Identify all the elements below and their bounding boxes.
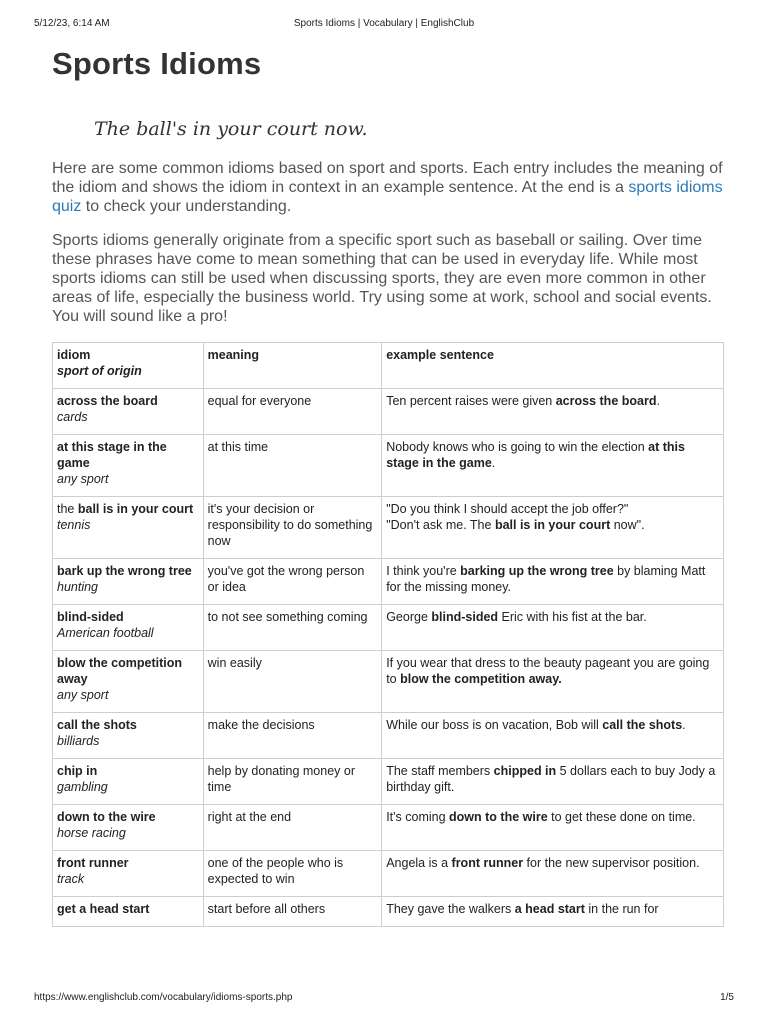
idiom-name: [57, 763, 199, 779]
meaning-cell: to not see something coming: [203, 605, 382, 651]
example-idiom-highlight: chipped in: [493, 764, 557, 778]
example-text: Ten percent raises were given: [386, 394, 556, 408]
table-row: [53, 435, 724, 497]
page-number: 1/5: [720, 992, 734, 1003]
meaning-cell: win easily: [203, 651, 382, 713]
sport-of-origin: horse racing: [57, 826, 126, 840]
idioms-table-body: [53, 389, 724, 927]
example-text: Angela is a: [386, 856, 452, 870]
example-cell: [382, 435, 724, 497]
header-meaning: meaning: [207, 348, 260, 362]
example-idiom-highlight: down to the wire: [449, 810, 548, 824]
example-text: "Do you think I should accept the job offer?": [386, 502, 629, 516]
intro-text-after: to check your understanding.: [81, 198, 292, 215]
table-row: [53, 389, 724, 435]
table-row: [53, 559, 724, 605]
idiom-text: chip in: [57, 764, 98, 778]
example-cell: [382, 897, 724, 927]
print-footer: [34, 992, 734, 1006]
example-idiom-highlight: at this stage in the game: [386, 440, 685, 470]
idiom-name: [57, 855, 199, 871]
header-idiom-cell: [53, 343, 204, 389]
example-text: I think you're: [386, 564, 461, 578]
idiom-cell: [53, 605, 204, 651]
idiom-text: down to the wire: [57, 810, 156, 824]
sports-idioms-quiz-link[interactable]: sports idioms quiz: [52, 179, 723, 215]
idiom-name: [57, 717, 199, 733]
example-text: They gave the walkers: [386, 902, 515, 916]
idiom-prefix: the: [57, 502, 78, 516]
sport-of-origin: track: [57, 872, 85, 886]
table-row: [53, 651, 724, 713]
idiom-cell: [53, 389, 204, 435]
idiom-text: at this stage in the game: [57, 440, 167, 470]
example-cell: [382, 389, 724, 435]
example-cell: [382, 497, 724, 559]
print-header: [34, 18, 734, 32]
idiom-cell: [53, 651, 204, 713]
idiom-text: ball is in your court: [77, 502, 194, 516]
header-meaning-cell: [203, 343, 382, 389]
print-page-title: Sports Idioms | Vocabulary | EnglishClub: [293, 18, 475, 29]
example-text: .: [656, 394, 660, 408]
example-text: "Don't ask me. The: [386, 518, 495, 532]
idiom-text: call the shots: [57, 718, 137, 732]
idiom-text: across the board: [57, 394, 158, 408]
idiom-name: [57, 809, 199, 825]
example-idiom-highlight: front runner: [451, 856, 524, 870]
example-idiom-highlight: blow the competition away.: [400, 672, 562, 686]
sport-of-origin: tennis: [57, 518, 91, 532]
example-text: Eric with his fist at the bar.: [498, 610, 647, 624]
meaning-cell: start before all others: [203, 897, 382, 927]
example-cell: [382, 805, 724, 851]
example-text: If you wear that dress to the beauty pageant you are going to: [386, 656, 710, 686]
idiom-name: [57, 501, 199, 517]
idiom-name: [57, 563, 199, 579]
sport-of-origin: cards: [57, 410, 88, 424]
header-origin: sport of origin: [57, 364, 142, 378]
idioms-table: [52, 342, 724, 927]
example-cell: [382, 559, 724, 605]
idiom-text: blow the competition away: [57, 656, 182, 686]
idiom-text: bark up the wrong tree: [57, 564, 192, 578]
idiom-name: [57, 609, 199, 625]
idiom-text: get a head start: [57, 902, 150, 916]
example-text: Nobody knows who is going to win the election: [386, 440, 649, 454]
page-title: Sports Idioms: [52, 46, 262, 81]
idiom-name: [57, 439, 199, 471]
example-text: now".: [610, 518, 645, 532]
example-text: The staff members: [386, 764, 494, 778]
meaning-cell: you've got the wrong person or idea: [203, 559, 382, 605]
idiom-cell: [53, 497, 204, 559]
intro-paragraph: [52, 159, 724, 216]
idiom-cell: [53, 559, 204, 605]
example-idiom-highlight: barking up the wrong tree: [460, 564, 614, 578]
table-row: [53, 497, 724, 559]
sport-of-origin: American football: [57, 626, 154, 640]
table-header-row: [53, 343, 724, 389]
table-row: [53, 713, 724, 759]
idiom-cell: [53, 805, 204, 851]
example-cell: [382, 851, 724, 897]
example-text: to get these done on time.: [547, 810, 696, 824]
example-text: for the new supervisor position.: [523, 856, 700, 870]
intro-text-before: Here are some common idioms based on sport and sports. Each entry includes the meaning of the idiom and shows the idiom in context in an example sentence. At the end is a: [52, 160, 723, 196]
example-cell: [382, 713, 724, 759]
example-text: While our boss is on vacation, Bob will: [386, 718, 603, 732]
meaning-cell: equal for everyone: [203, 389, 382, 435]
idiom-cell: [53, 759, 204, 805]
tagline: The ball's in your court now.: [94, 118, 368, 140]
meaning-cell: help by donating money or time: [203, 759, 382, 805]
example-idiom-highlight: a head start: [514, 902, 585, 916]
idiom-name: [57, 393, 199, 409]
meaning-cell: it's your decision or responsibility to do something now: [203, 497, 382, 559]
header-example-cell: [382, 343, 724, 389]
meaning-cell: right at the end: [203, 805, 382, 851]
example-cell: [382, 605, 724, 651]
idiom-cell: [53, 435, 204, 497]
origin-paragraph: Sports idioms generally originate from a specific sport such as baseball or sailing. Over time these phrases have come to mean something that can be used in everyday life. While most sports idioms can still be used when discussing sports, they are even more common in other areas of life, especially the business world. Try using some at work, school and social events. You will sound like a pro!: [52, 232, 712, 325]
table-row: [53, 851, 724, 897]
header-example: example sentence: [386, 348, 494, 362]
table-row: [53, 605, 724, 651]
table-row: [53, 759, 724, 805]
table-row: [53, 805, 724, 851]
table-row: [53, 897, 724, 927]
idiom-cell: [53, 897, 204, 927]
header-idiom: idiom: [57, 348, 91, 362]
example-text: 5 dollars each to buy Jody a birthday gift.: [386, 764, 716, 794]
example-idiom-highlight: call the shots: [602, 718, 683, 732]
meaning-cell: one of the people who is expected to win: [203, 851, 382, 897]
idiom-name: [57, 655, 199, 687]
meaning-cell: at this time: [203, 435, 382, 497]
idiom-text: front runner: [57, 856, 129, 870]
idiom-cell: [53, 713, 204, 759]
example-text: .: [682, 718, 686, 732]
print-date: 5/12/23, 6:14 AM: [34, 18, 110, 29]
sport-of-origin: any sport: [57, 688, 109, 702]
sport-of-origin: hunting: [57, 580, 99, 594]
idiom-text: blind-sided: [57, 610, 124, 624]
sport-of-origin: billiards: [57, 734, 100, 748]
meaning-cell: make the decisions: [203, 713, 382, 759]
example-text: in the run for: [584, 902, 659, 916]
example-idiom-highlight: ball is in your court: [494, 518, 611, 532]
sport-of-origin: any sport: [57, 472, 109, 486]
example-text: It's coming: [386, 810, 450, 824]
print-url: https://www.englishclub.com/vocabulary/idioms-sports.php: [34, 992, 293, 1003]
example-text: by blaming Matt for the missing money.: [386, 564, 706, 594]
example-idiom-highlight: across the board: [555, 394, 657, 408]
idiom-name: [57, 901, 199, 917]
example-text: George: [386, 610, 432, 624]
example-cell: [382, 759, 724, 805]
example-text: .: [491, 456, 496, 470]
article-content: [52, 44, 724, 927]
example-cell: [382, 651, 724, 713]
idiom-cell: [53, 851, 204, 897]
example-idiom-highlight: blind-sided: [431, 610, 499, 624]
sport-of-origin: gambling: [57, 780, 108, 794]
